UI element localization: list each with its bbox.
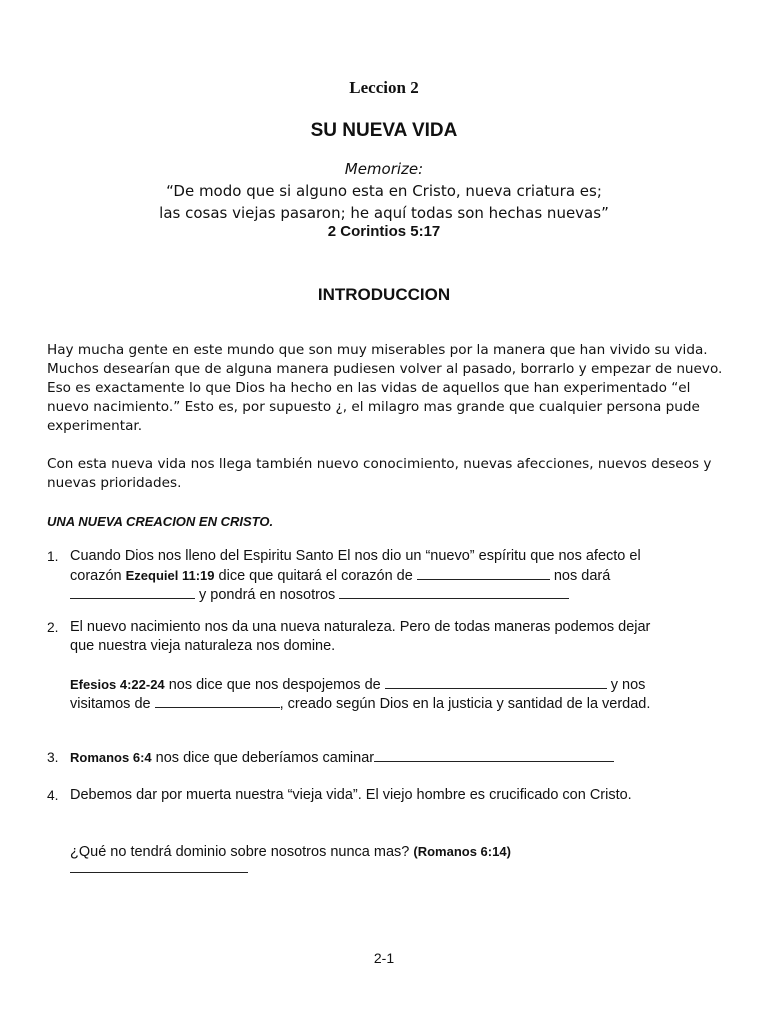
intro-paragraph-2: Con esta nueva vida nos llega también nuevo conocimiento, nuevas afecciones, nuevos deseos y nuevas prioridades. — [47, 456, 712, 491]
lesson-label: Leccion 2 — [349, 78, 419, 97]
item-text: y nos visitamos de — [70, 677, 646, 712]
memorize-label: Memorize: — [344, 160, 424, 178]
list-item-question — [70, 842, 670, 862]
item-text: Cuando Dios nos lleno del Espiritu Santo El nos dio un “nuevo” espíritu que nos afecto el corazón — [70, 548, 641, 584]
item-text: nos dice que deberíamos caminar — [151, 750, 375, 766]
list-item — [70, 748, 670, 768]
answer-blank[interactable] — [374, 749, 614, 762]
item-text: y pondrá en nosotros — [195, 587, 340, 603]
item-number: 1. — [47, 549, 59, 564]
item-text: nos dará — [549, 568, 611, 584]
answer-blank[interactable] — [385, 676, 607, 689]
scripture-reference: Ezequiel 11:19 — [125, 568, 215, 583]
page-number: 2-1 — [373, 950, 395, 966]
item-text: , creado según Dios en la justicia y santidad de la verdad. — [279, 696, 651, 712]
quote-line-2: las cosas viejas pasaron; he aquí todas son hechas nuevas” — [159, 204, 609, 222]
answer-blank[interactable] — [417, 567, 550, 580]
section-heading: UNA NUEVA CREACION EN CRISTO. — [47, 514, 274, 529]
page-title: SU NUEVA VIDA — [310, 120, 458, 141]
question-text: ¿Qué no tendrá dominio sobre nosotros nunca mas? — [70, 844, 414, 860]
scripture-reference: (Romanos 6:14) — [413, 844, 511, 859]
answer-blank[interactable] — [339, 586, 569, 599]
list-item-continuation — [70, 675, 670, 714]
list-item: El nuevo nacimiento nos da una nueva naturaleza. Pero de todas maneras podemos dejar que nuestra vieja naturaleza nos domine. — [70, 619, 651, 654]
list-item: Debemos dar por muerta nuestra “vieja vida”. El viejo hombre es crucificado con Cristo. — [70, 787, 632, 803]
scripture-reference: Efesios 4:22-24 — [70, 677, 165, 692]
item-number: 4. — [47, 788, 59, 803]
intro-paragraph-1: Hay mucha gente en este mundo que son muy miserables por la manera que han vivido su vida. Muchos desearían que de alguna manera pudiesen volver al pasado, borrarlo y empezar de nuevo. Eso es exactamente lo que Dios ha hecho en las vidas de aquellos que han experimentado “el nuevo nacimiento.” Esto es, por supuesto ¿, el milagro mas grande que cualquier persona pude experimentar. — [47, 342, 723, 434]
list-item — [70, 547, 670, 605]
item-number: 3. — [47, 750, 59, 765]
answer-blank[interactable] — [70, 860, 248, 873]
answer-blank[interactable] — [155, 695, 280, 708]
scripture-reference: Romanos 6:4 — [70, 750, 152, 765]
intro-heading: INTRODUCCION — [317, 285, 451, 304]
item-number: 2. — [47, 620, 59, 635]
item-text: nos dice que nos despojemos de — [164, 677, 385, 693]
answer-line-row — [70, 860, 670, 879]
quote-line-1: “De modo que si alguno esta en Cristo, nueva criatura es; — [166, 182, 602, 200]
answer-blank[interactable] — [70, 586, 195, 599]
quote-reference: 2 Corintios 5:17 — [327, 223, 441, 240]
item-text: dice que quitará el corazón de — [214, 568, 417, 584]
